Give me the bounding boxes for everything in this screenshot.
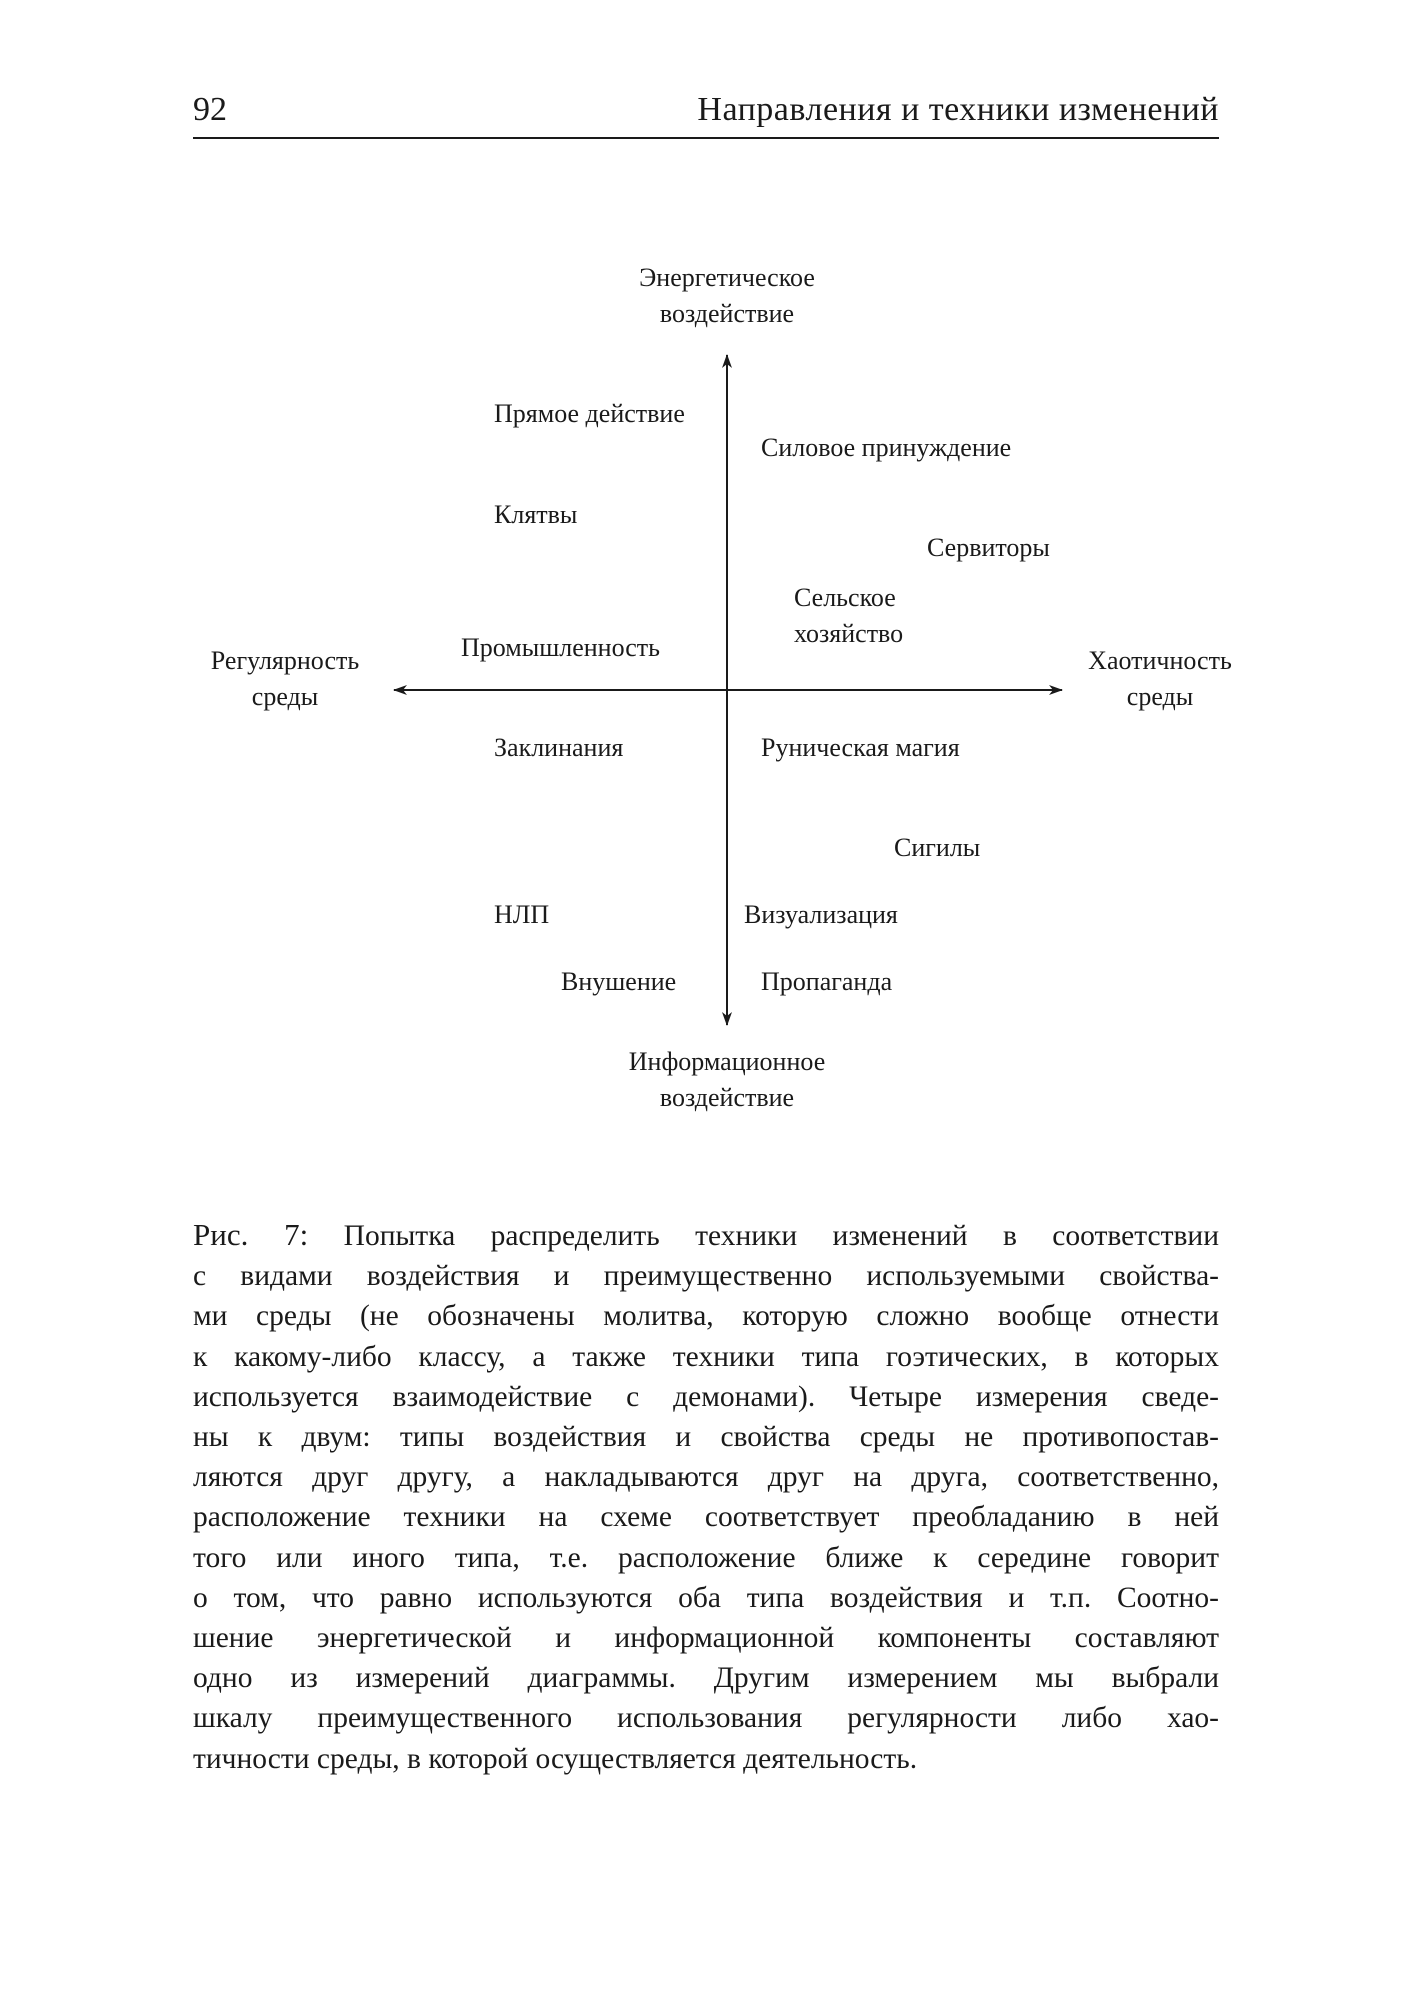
caption-line-8: расположение техники на схеме соответствует преобладанию в ней	[193, 1501, 1219, 1534]
caption-line-14: тичности среды, в которой осуществляется деятельность.	[193, 1742, 918, 1775]
caption-line-6: ны к двум: типы воздействия и свойства среды не противопостав-	[193, 1421, 1219, 1454]
technique-agriculture	[794, 580, 903, 652]
caption-line-11: шение энергетической и информационной компоненты составляют	[193, 1622, 1219, 1655]
technique-propaganda: Пропаганда	[761, 967, 893, 996]
caption-line-5: используется взаимодействие с демонами). Четыре измерения сведе-	[193, 1380, 1219, 1413]
caption-line-10: о том, что равно используются оба типа воздействия и т.п. Соотно-	[193, 1581, 1219, 1614]
caption-figure-label: Рис. 7:	[193, 1217, 309, 1252]
axis-left-line-1: Регулярность	[210, 646, 360, 675]
technique-runic-magic: Руническая магия	[761, 733, 960, 762]
axis-right-label	[1088, 643, 1232, 715]
caption-line-4: к какому-либо классу, а также техники типа гоэтических, в которых	[193, 1340, 1219, 1373]
caption-line-12: одно из измерений диаграммы. Другим измерением мы выбрали	[193, 1662, 1219, 1695]
caption-line-3: ми среды (не обозначены молитва, которую сложно вообще отнести	[193, 1300, 1219, 1333]
running-title: Направления и техники изменений	[697, 91, 1219, 128]
caption-line-9: того или иного типа, т.е. расположение ближе к середине говорит	[193, 1541, 1219, 1574]
axis-bottom-line-1: Информационное	[628, 1047, 826, 1076]
technique-agriculture-line-1: Сельское	[794, 583, 896, 612]
technique-suggestion: Внушение	[561, 967, 677, 996]
axis-top-label	[639, 260, 815, 332]
axis-bottom-label	[629, 1044, 825, 1116]
axis-bottom-line-2: воздействие	[659, 1083, 795, 1112]
technique-agriculture-line-2: хозяйство	[794, 619, 904, 648]
technique-sigils: Сигилы	[894, 833, 981, 862]
technique-forced-coercion: Силовое принуждение	[761, 433, 1012, 462]
page-number: 92	[193, 91, 227, 128]
caption-line-1	[193, 1215, 1219, 1256]
technique-nlp: НЛП	[494, 900, 550, 929]
figure-caption	[193, 1215, 1219, 1779]
technique-spells: Заклинания	[494, 733, 624, 762]
technique-industry: Промышленность	[461, 633, 660, 662]
caption-line-13: шкалу преимущественного использования регулярности либо хао-	[193, 1702, 1219, 1735]
axis-top-line-1: Энергетическое	[639, 263, 815, 292]
axis-right-line-1: Хаотичность	[1088, 646, 1232, 675]
technique-servitors: Сервиторы	[927, 533, 1050, 562]
caption-line-1-text: Попытка распределить техники изменений в соответствии	[343, 1220, 1219, 1252]
axis-left-label	[211, 643, 359, 715]
technique-visualization: Визуализация	[744, 900, 898, 929]
technique-direct-action: Прямое действие	[494, 399, 685, 428]
axis-top-line-2: воздействие	[659, 299, 795, 328]
caption-line-7: ляются друг другу, а накладываются друг на друга, соответственно,	[193, 1461, 1219, 1494]
caption-line-2: с видами воздействия и преимущественно используемыми свойства-	[193, 1260, 1219, 1293]
technique-oaths: Клятвы	[494, 500, 578, 529]
axis-right-line-2: среды	[1126, 682, 1194, 711]
axis-left-line-2: среды	[251, 682, 319, 711]
